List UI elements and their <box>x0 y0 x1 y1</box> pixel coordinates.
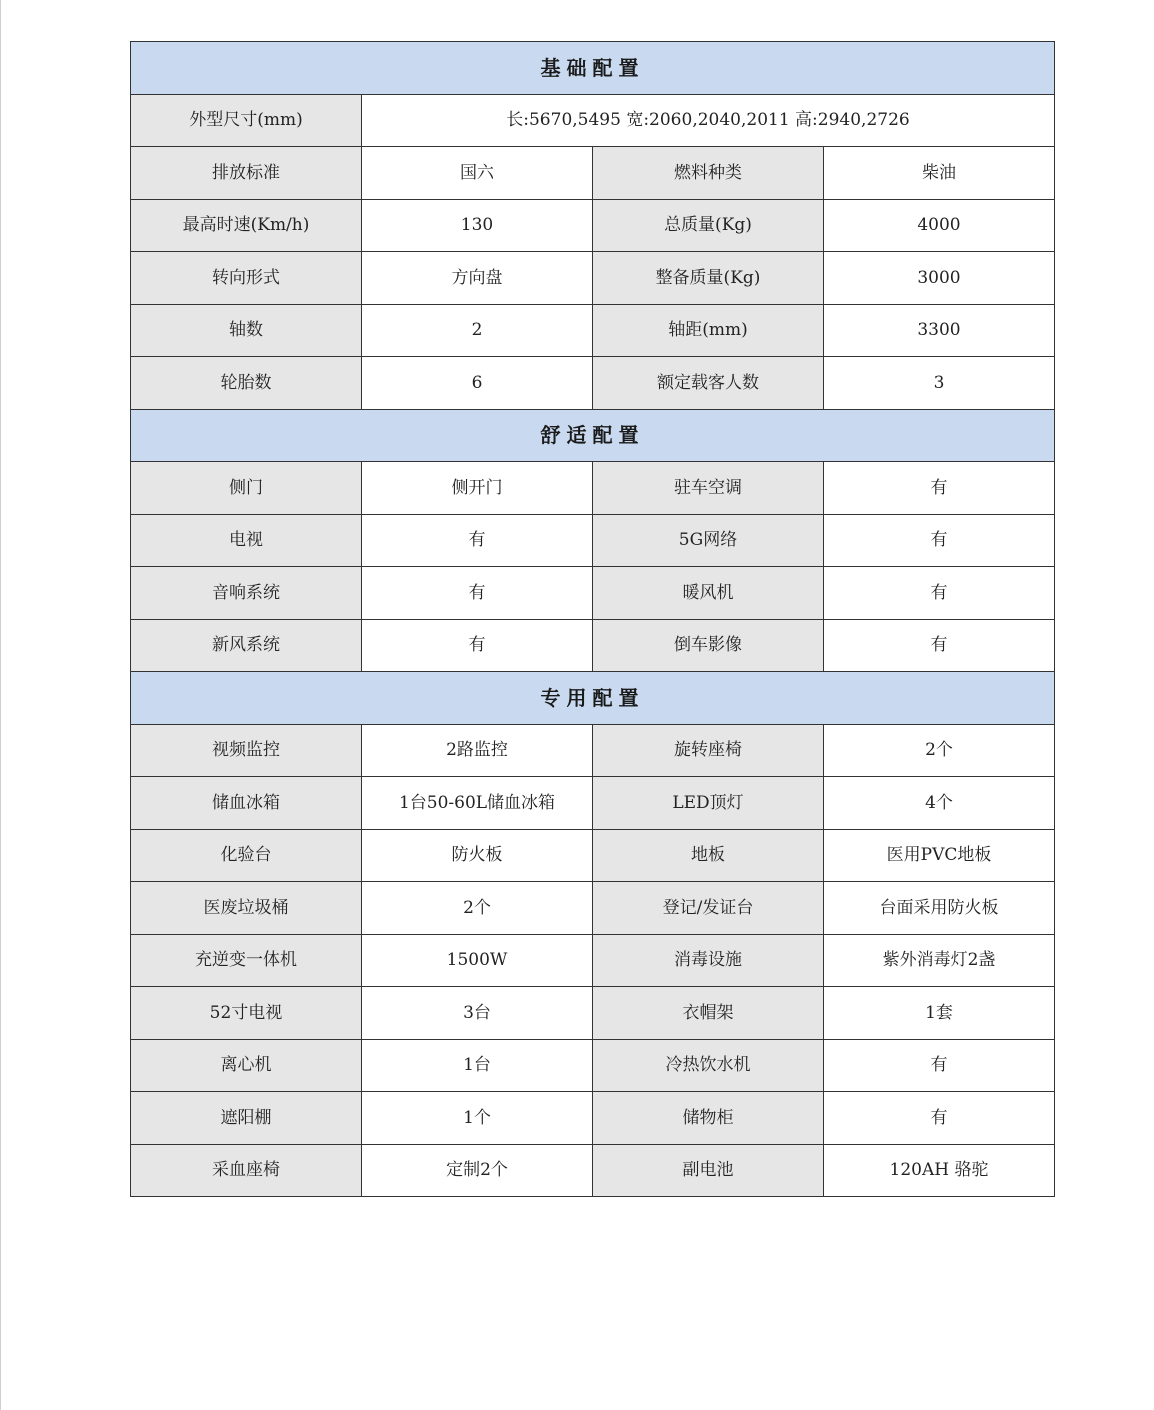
spec-label: 总质量(Kg) <box>593 199 824 252</box>
spec-label: 音响系统 <box>131 567 362 620</box>
spec-label: 倒车影像 <box>593 619 824 672</box>
spec-value: 紫外消毒灯2盏 <box>824 934 1055 987</box>
table-row <box>131 357 1055 410</box>
table-row <box>131 567 1055 620</box>
spec-label: 最高时速(Km/h) <box>131 199 362 252</box>
spec-label: 排放标准 <box>131 147 362 200</box>
spec-value: 有 <box>362 567 593 620</box>
table-row <box>131 724 1055 777</box>
table-row <box>131 514 1055 567</box>
spec-value: 柴油 <box>824 147 1055 200</box>
spec-label: 侧门 <box>131 462 362 515</box>
section-header-comfort <box>131 409 1055 462</box>
spec-value: 3300 <box>824 304 1055 357</box>
spec-label: 化验台 <box>131 829 362 882</box>
spec-label: 新风系统 <box>131 619 362 672</box>
spec-value: 有 <box>362 514 593 567</box>
spec-label: 旋转座椅 <box>593 724 824 777</box>
spec-value: 医用PVC地板 <box>824 829 1055 882</box>
spec-label: 采血座椅 <box>131 1144 362 1197</box>
spec-label: LED顶灯 <box>593 777 824 830</box>
table-row <box>131 199 1055 252</box>
spec-value: 1套 <box>824 987 1055 1040</box>
dimensions-label: 外型尺寸(mm) <box>131 94 362 147</box>
table-row <box>131 987 1055 1040</box>
spec-label: 充逆变一体机 <box>131 934 362 987</box>
spec-value: 4000 <box>824 199 1055 252</box>
page-left-edge <box>0 0 1 1410</box>
section-header-special <box>131 672 1055 725</box>
table-row <box>131 1039 1055 1092</box>
spec-value: 有 <box>824 462 1055 515</box>
spec-value: 130 <box>362 199 593 252</box>
spec-value: 1台50-60L储血冰箱 <box>362 777 593 830</box>
spec-value: 2 <box>362 304 593 357</box>
spec-label: 转向形式 <box>131 252 362 305</box>
spec-value: 侧开门 <box>362 462 593 515</box>
table-row <box>131 147 1055 200</box>
spec-label: 暖风机 <box>593 567 824 620</box>
spec-label: 电视 <box>131 514 362 567</box>
table-row <box>131 94 1055 147</box>
spec-label: 轴距(mm) <box>593 304 824 357</box>
table-row <box>131 462 1055 515</box>
spec-label: 储物柜 <box>593 1092 824 1145</box>
table-row <box>131 829 1055 882</box>
spec-value: 6 <box>362 357 593 410</box>
spec-value: 有 <box>824 567 1055 620</box>
table-row <box>131 619 1055 672</box>
spec-value: 4个 <box>824 777 1055 830</box>
table-row <box>131 882 1055 935</box>
spec-label: 医废垃圾桶 <box>131 882 362 935</box>
spec-value: 1个 <box>362 1092 593 1145</box>
spec-value: 3 <box>824 357 1055 410</box>
spec-label: 副电池 <box>593 1144 824 1197</box>
spec-label: 登记/发证台 <box>593 882 824 935</box>
spec-label: 地板 <box>593 829 824 882</box>
spec-label: 遮阳棚 <box>131 1092 362 1145</box>
spec-label: 整备质量(Kg) <box>593 252 824 305</box>
spec-label: 视频监控 <box>131 724 362 777</box>
spec-label: 储血冰箱 <box>131 777 362 830</box>
spec-value: 定制2个 <box>362 1144 593 1197</box>
table-row <box>131 252 1055 305</box>
spec-label: 52寸电视 <box>131 987 362 1040</box>
spec-label: 轴数 <box>131 304 362 357</box>
section-title-special: 专用配置 <box>131 672 1055 725</box>
spec-value: 有 <box>824 514 1055 567</box>
table-row <box>131 934 1055 987</box>
section-header-basic <box>131 42 1055 95</box>
spec-value: 有 <box>362 619 593 672</box>
spec-value: 有 <box>824 1092 1055 1145</box>
spec-value: 方向盘 <box>362 252 593 305</box>
spec-value: 2个 <box>362 882 593 935</box>
table-row <box>131 777 1055 830</box>
spec-value: 3台 <box>362 987 593 1040</box>
spec-value: 有 <box>824 1039 1055 1092</box>
spec-value: 2路监控 <box>362 724 593 777</box>
spec-value: 有 <box>824 619 1055 672</box>
spec-label: 燃料种类 <box>593 147 824 200</box>
table-row <box>131 1144 1055 1197</box>
spec-value: 国六 <box>362 147 593 200</box>
spec-label: 额定载客人数 <box>593 357 824 410</box>
spec-label: 消毒设施 <box>593 934 824 987</box>
spec-value: 1500W <box>362 934 593 987</box>
spec-value: 2个 <box>824 724 1055 777</box>
spec-table <box>130 41 1055 1197</box>
table-row <box>131 1092 1055 1145</box>
spec-value: 3000 <box>824 252 1055 305</box>
spec-value: 120AH 骆驼 <box>824 1144 1055 1197</box>
table-row <box>131 304 1055 357</box>
spec-value: 1台 <box>362 1039 593 1092</box>
spec-label: 冷热饮水机 <box>593 1039 824 1092</box>
dimensions-value: 长:5670,5495 宽:2060,2040,2011 高:2940,2726 <box>362 94 1055 147</box>
spec-label: 衣帽架 <box>593 987 824 1040</box>
spec-label: 离心机 <box>131 1039 362 1092</box>
spec-label: 轮胎数 <box>131 357 362 410</box>
section-title-comfort: 舒适配置 <box>131 409 1055 462</box>
spec-label: 驻车空调 <box>593 462 824 515</box>
spec-value: 防火板 <box>362 829 593 882</box>
section-title-basic: 基础配置 <box>131 42 1055 95</box>
spec-value: 台面采用防火板 <box>824 882 1055 935</box>
spec-label: 5G网络 <box>593 514 824 567</box>
spec-table-body <box>131 42 1055 1197</box>
